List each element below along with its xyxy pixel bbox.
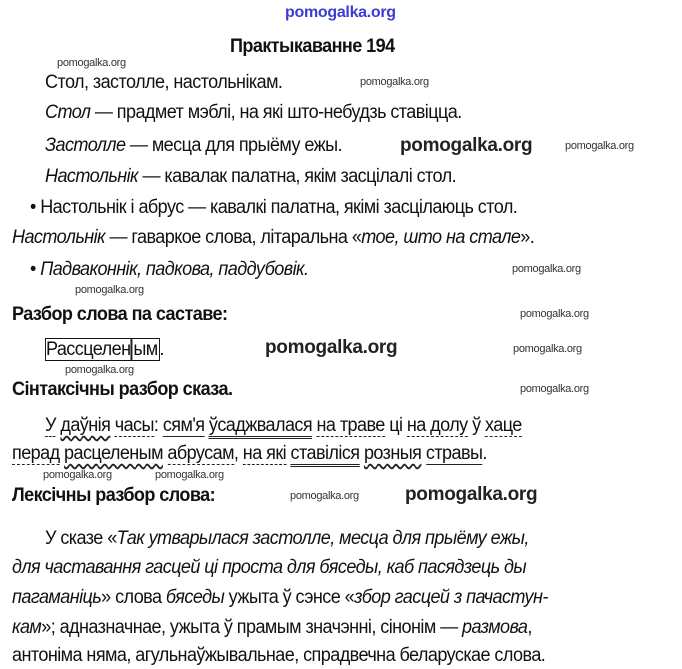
italic-text: Настольнік: [12, 227, 106, 248]
text-segment: »; адназначнае, ужыта ў прамым значэнні, сінонім —: [41, 617, 463, 638]
underlined-word: перад: [12, 443, 60, 464]
italic-text: збор гасцей з пачастун-: [354, 587, 548, 608]
watermark: pomogalka.org: [520, 308, 589, 320]
underlined-word: сям'я: [162, 415, 205, 436]
watermark: pomogalka.org: [405, 484, 538, 505]
text-segment: •: [30, 259, 41, 280]
exercise-title: Практыкаванне 194: [230, 36, 395, 57]
heading-lexical: Лексічны разбор слова:: [12, 485, 216, 506]
watermark: pomogalka.org: [57, 57, 126, 69]
text-segment: — гаваркое слова, літаральна «: [105, 227, 362, 248]
morpheme-word: [45, 339, 164, 361]
watermark: pomogalka.org: [75, 284, 144, 296]
heading-morphemic: Разбор слова па саставе:: [12, 304, 228, 325]
text-segment: — кавалак палатна, якім засцілалі стол.: [138, 166, 457, 187]
text-line: [45, 72, 282, 94]
italic-text: для частавання гасцей ці проста для бяседы, каб пасядзець ды: [12, 557, 527, 578]
text-line: [45, 135, 342, 157]
text-line: [12, 227, 534, 249]
italic-text: бяседы: [165, 587, 225, 608]
word-dot: .: [159, 339, 164, 360]
text-segment: — прадмет мэблі, на які што-небудзь ставіцца.: [90, 102, 462, 123]
paragraph-line: [12, 557, 526, 579]
heading-syntactic: Сінтаксічны разбор сказа.: [12, 379, 233, 400]
paragraph-line: [12, 645, 545, 667]
underlined-word: хаце: [484, 415, 522, 436]
watermark: pomogalka.org: [565, 140, 634, 152]
underlined-word: расцеленым: [64, 443, 163, 464]
italic-text: Застолле: [45, 135, 126, 156]
text-segment: ужыта ў сэнсе «: [224, 587, 355, 608]
italic-text: Падваконнік, падкова, паддубовік.: [40, 259, 309, 280]
text-segment: ,: [527, 617, 532, 638]
italic-text: размова: [462, 617, 528, 638]
word-stem: Рассцелен: [45, 339, 131, 360]
italic-text: пагаманіць: [12, 587, 102, 608]
underlined-word: стравы: [425, 443, 483, 464]
underlined-word: розныя: [363, 443, 422, 464]
underlined-word: абрусам: [167, 443, 234, 464]
watermark: pomogalka.org: [520, 383, 589, 395]
underlined-word: на які: [242, 443, 287, 464]
italic-text: кам: [12, 617, 42, 638]
watermark: pomogalka.org: [155, 469, 224, 481]
text-line: [45, 166, 456, 188]
watermark: pomogalka.org: [360, 76, 429, 88]
underlined-word: на траве: [316, 415, 385, 436]
text-line: [45, 102, 462, 124]
watermark: pomogalka.org: [285, 4, 396, 21]
watermark: pomogalka.org: [512, 263, 581, 275]
text-segment: ў: [467, 415, 485, 436]
underlined-word: часы: [114, 415, 154, 436]
text-segment: [421, 443, 425, 464]
paragraph-line: [12, 587, 548, 609]
watermark: pomogalka.org: [290, 490, 359, 502]
text-segment: ,: [233, 443, 243, 464]
italic-text: Так утварылася застолле, месца для прыёму ежы,: [116, 528, 529, 549]
text-line: [30, 259, 308, 281]
underlined-word: ставіліся: [291, 443, 360, 467]
sentence-line: [45, 415, 522, 437]
underlined-word: даўнія: [60, 415, 111, 436]
watermark: pomogalka.org: [513, 343, 582, 355]
italic-text: тое, што на стале: [361, 227, 521, 248]
text-segment: антоніма няма, агульнаўжывальнае, спрадвечна беларускае слова.: [12, 645, 546, 666]
text-segment: У сказе «: [45, 528, 117, 549]
watermark: pomogalka.org: [43, 469, 112, 481]
watermark: pomogalka.org: [65, 364, 134, 376]
underlined-word: ўсаджвалася: [209, 415, 312, 439]
text-segment: » слова: [101, 587, 166, 608]
paragraph-line: [12, 617, 532, 639]
text-segment: Стол, застолле, настольнікам.: [45, 72, 283, 93]
text-segment: :: [153, 415, 163, 436]
text-segment: • Настольнік і абрус — кавалкі палатна, якімі засцілаюць стол.: [30, 197, 518, 218]
word-ending: ым: [133, 339, 158, 360]
sentence-line: [12, 443, 487, 465]
italic-text: Стол: [45, 102, 91, 123]
text-segment: ».: [520, 227, 535, 248]
text-segment: .: [482, 443, 487, 464]
watermark: pomogalka.org: [265, 337, 398, 358]
text-segment: [163, 443, 167, 464]
underlined-word: У: [45, 415, 56, 436]
text-line: [30, 197, 517, 219]
underlined-word: на долу: [406, 415, 468, 436]
italic-text: Настольнік: [45, 166, 139, 187]
paragraph-line: [45, 528, 529, 550]
text-segment: — месца для прыёму ежы.: [125, 135, 342, 156]
watermark: pomogalka.org: [400, 135, 533, 156]
text-segment: ці: [384, 415, 407, 436]
